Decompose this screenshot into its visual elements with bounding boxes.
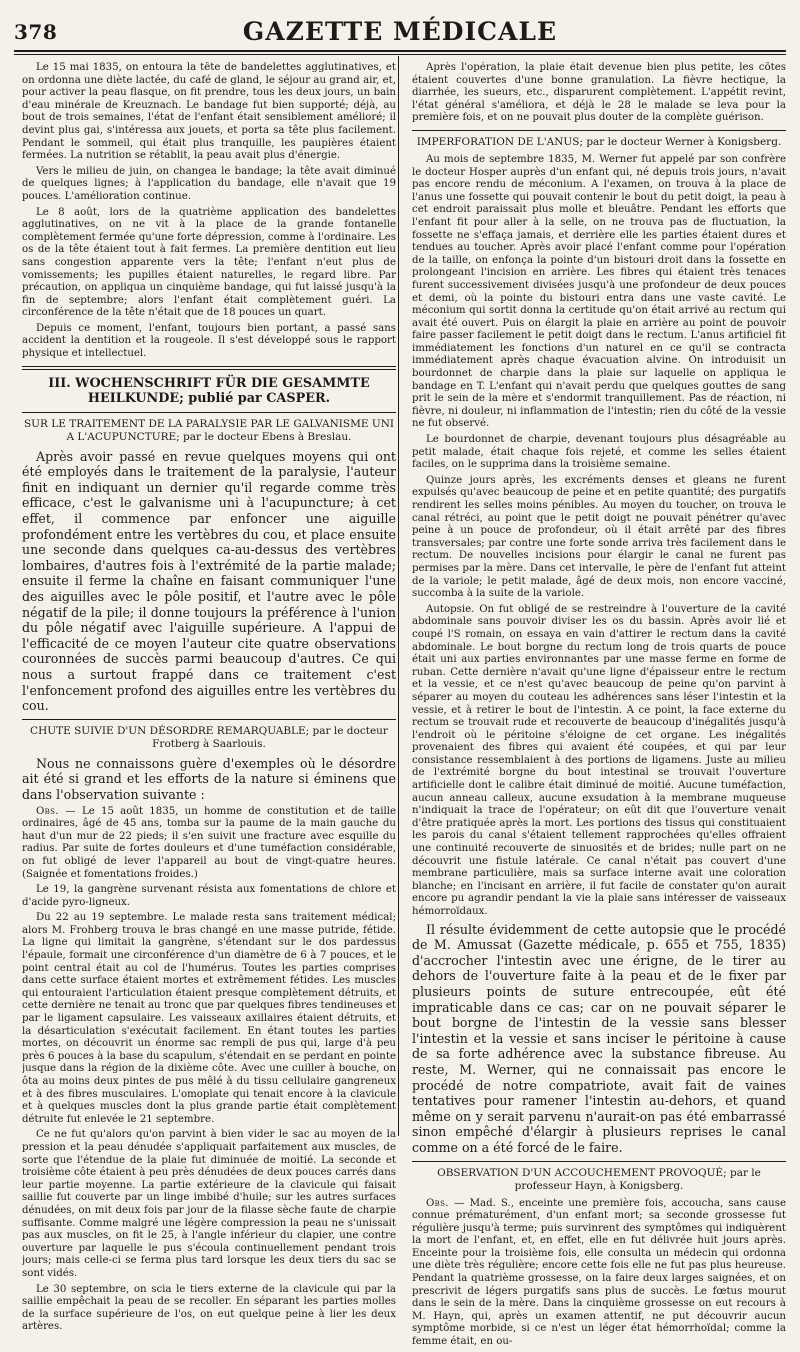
- paragraph: Vers le milieu de juin, on changea le bandage; la tête avait diminué de quelques lignes; à l'application du bandage, elle n'avait que 19 pouces. L'amélioration continue.: [22, 165, 396, 202]
- paragraph: Le 30 septembre, on scia le tiers externe de la clavicule qui par la saillie empêchait la peau de se recoller. En séparant les parties molles de la surface supérieure de l'os, on eut quelque peine à lier les deux artères.: [22, 1283, 396, 1333]
- observation-lead: Obs. —: [36, 805, 76, 817]
- column-divider: [398, 56, 399, 1136]
- observation-text: Le 15 août 1835, un homme de constitution et de taille ordinaires, âgé de 45 ans, tomba sur la paume de la main gauche du haut d'un mur de 22 pieds; il s'en suivit une fracture avec esquille du radius. Par suite de fortes douleurs et d'une tuméfaction considérable, on fut obligé de lever l'appareil au bout de vingt-quatre heures. (Saignée et fomentations froides.): [22, 805, 396, 880]
- observation-paragraph: [22, 806, 396, 882]
- paragraph: Le bourdonnet de charpie, devenant toujours plus désagréable au petit malade, était chaque fois rejeté, et comme les selles étaient faciles, on le supprima dans la troisième semaine.: [412, 434, 786, 471]
- header-rule-thin: [14, 54, 786, 55]
- paragraph: Au mois de septembre 1835, M. Werner fut appelé par son confrère le docteur Hosper auprès d'un enfant qui, né depuis trois jours, n'avait pas encore rendu de méconium. A l'examen, on trouva à la place de l'anus une fossette qui pouvait contenir le bout du petit doigt, la peau à cet endroit paraissait plus molle et bleuâtre. Pendant les efforts que l'enfant fit pour aller à la selle, on ne trouva pas de fluctuation, la fossette ne s'effaça jamais, et derrière elle les parties étaient dures et tendues au toucher. Après avoir placé l'enfant comme pour l'opération de la taille, on enfonça la pointe d'un bistouri droit dans la fossette en prolongeant l'incision en arrière. Les fibres qui étaient très tenaces furent successivement divisées jusqu'à une profondeur de deux pouces et demi, où la pointe du bistouri entra dans une vaste cavité. Le méconium qui sortit donna la certitude qu'on était arrivé au rectum qui avait été ouvert. Puis on élargit la plaie en arrière au point de pouvoir faire passer facilement le petit doigt dans le rectum. L'anus artificiel fit immédiatement les fonctions d'un naturel en ce qu'il se contracta immédiatement après chaque évacuation alvine. On introduisit un bourdonnet de charpie dans la plaie sur laquelle on appliqua le bandage en T. L'enfant qui n'avait perdu que quelques gouttes de sang prit le sein de la mère et s'endormit tranquillement. Pas de réaction, ni fièvre, ni douleur, ni inflammation de l'intestin; rien du côté de la vessie ne fut observé.: [412, 153, 786, 430]
- paragraph: Ce ne fut qu'alors qu'on parvint à bien vider le sac au moyen de la pression et la peau dénudée s'appliquait parfaitement aux muscles, de sorte que l'étendue de la plaie fut diminuée de moitié. La seconde et troisième côte étaient à peu près dénudées de deux pouces carrés dans leur partie moyenne. La partie extérieure de la clavicule qui faisait saillie fut couverte par un linge imbibé d'huile; sur les autres surfaces dénudées, on mit deux fois par jour de la filasse sèche faute de charpie suffisante. Comme malgré une légère compression la peau ne s'unissait pas aux muscles, on fit le 25, à l'angle inférieur du clapier, une contre ouverture par laquelle le pus s'écoula continuellement pendant trois jours; mais celle-ci se ferma plus tard lorsque les deux tiers du sac se sont vidés.: [22, 1129, 396, 1279]
- journal-title: GAZETTE MÉDICALE: [242, 17, 558, 46]
- paragraph: Le 19, la gangrène survenant résista aux fomentations de chlore et d'acide pyro-ligneux.: [22, 884, 396, 908]
- right-column: [412, 62, 786, 1352]
- paragraph: Du 22 au 19 septembre. Le malade resta sans traitement médical; alors M. Frohberg trouva le bras changé en une masse putride, fétide. La ligne qui limitait la gangrène, s'étendant sur le dos pardessus l'épaule, formait une circonférence d'un diamètre de 6 à 7 pouces, et le point central était au col de l'humérus. Toutes les parties comprises dans cette surface étaient mortes et extrêmement fétides. Les muscles qui entouraient l'articulation étaient presque complètement détruits, et cette dernière ne tenait au tronc que par quelques fibres tendineuses et par le ligament capsulaire. Les vaisseaux axillaires étaient détruits, et la désarticulation s'exécutait facilement. En étant toutes les parties mortes, on découvrit un énorme sac rempli de pus qui, large d'à peu près 6 pouces à la base du scapulum, s'étendait en se perdant en pointe jusque dans la région de la dixième côte. Avec une cuiller à bouche, on ôta au moins deux pintes de pus mêlé à du tissu cellulaire gangreneux et à des fibres musculaires. L'omoplate qui tenait encore à la clavicule et à quelques muscles dont la plus grande partie était complètement détruite fut enlevée le 21 septembre.: [22, 912, 396, 1125]
- divider: [412, 130, 786, 131]
- article-title: CHUTE SUIVIE D'UN DÉSORDRE REMARQUABLE; par le docteur Frotberg à Saarlouis.: [30, 724, 388, 750]
- left-column: [22, 62, 396, 1337]
- observation-text: Mad. S., enceinte une première fois, accoucha, sans cause connue prématurément, d'un enfant mort; sa seconde grossesse fut régulière jusqu'à terme; puis survinrent des symptômes qui indiquèrent la mort de l'enfant, et, en effet, elle en fut délivrée huit jours après. Enceinte pour la troisième fois, elle consulta un médecin qui ordonna une diète très régulière; encore cette fois elle ne fut pas plus heureuse. Pendant la quatrième grossesse, on la faire deux larges saignées, et on prescrivit de légers purgatifs sans plus de succès. Le fœtus mourut dans le sein de la mère. Dans la cinquième grossesse on eut recours à M. Hayn, qui, après un examen attentif, ne put découvrir aucun symptôme morbide, si ce n'est un léger état hémorrhoïdal; comme la femme était, en ou-: [412, 1197, 786, 1348]
- conclusion-paragraph: Il résulte évidemment de cette autopsie que le procédé de M. Amussat (Gazette médicale, p. 655 et 755, 1835) d'accrocher l'intestin avec une érigne, de le tirer au dehors de l'ouverture faite à la peau et de le fixer par plusieurs points de suture entrecoupée, eût été impraticable dans ce cas; car on ne pouvait séparer le bout borgne de l'intestin de la vessie sans blesser l'intestin et la vessie et sans inciser le péritoine à cause de sa forte adhérence avec la substance fibreuse. Au reste, M. Werner, qui ne connaissait pas encore le procédé de notre compatriote, avait fait de vaines tentatives pour ramener l'intestin au-dehors, et quand même on y serait parvenu n'aurait-on pas été embarrassé sinon empêché d'élargir à plusieurs reprises le canal comme on a été forcé de le faire.: [412, 921, 786, 1155]
- divider: [412, 1161, 786, 1162]
- paragraph: Depuis ce moment, l'enfant, toujours bien portant, a passé sans accident la dentition et la rougeole. Il s'est développé sous le rapport physique et intellectuel.: [22, 322, 396, 360]
- divider: [22, 412, 396, 413]
- header-rule-thick: [14, 50, 786, 52]
- divider: [22, 719, 396, 720]
- paragraph: Le 8 août, lors de la quatrième application des bandelettes agglutinatives, on ne vit à la place de la grande fontanelle complètement fermée qu'une forte dépression, comme à l'ordinaire. Les os de la tête étaient tout à fait fermes. La première dentition eut lieu sans congestion apparente vers la tête; l'enfant n'eut plus de vomissements; les pupilles étaient naturelles, le regard libre. Par précaution, on appliqua un cinquième bandage, qui fut laissé jusqu'à la fin de septembre; alors l'enfant était complètement guéri. La circonférence de la tête n'était que de 18 pouces un quart.: [22, 206, 396, 319]
- paragraph: Le 15 mai 1835, on entoura la tête de bandelettes agglutinatives, et on ordonna une diète lactée, du café de gland, le séjour au grand air, et, pour activer la peau flasque, on fit prendre, tous les deux jours, un bain d'eau minérale de Kreuznach. Le bandage fut bien supporté; déjà, au bout de trois semaines, l'état de l'enfant était sensiblement amélioré; il devint plus gai, s'intéressa aux jouets, et porta sa tête plus facilement. Pendant le sommeil, qui était plus tranquille, les paupières étaient fermées. La nutrition se rétablit, la peau avait plus d'énergie.: [22, 62, 396, 162]
- article-title: IMPERFORATION DE L'ANUS; par le docteur Werner à Konigsberg.: [416, 135, 782, 148]
- observation-paragraph: [412, 1198, 786, 1349]
- paragraph: Autopsie. On fut obligé de se restreindre à l'ouverture de la cavité abdominale sans pouvoir diviser les os du bassin. Après avoir lié et coupé l'S romain, on essaya en vain d'attirer le rectum dans la cavité abdominale. Le bout borgne du rectum long de trois quarts de pouce était uni aux parties environnantes par une masse ferme en forme de ruban. Cette dernière n'avait qu'une ligne d'épaisseur entre le rectum et la vessie, et ce n'est qu'avec beaucoup de peine qu'on parvint à séparer au moyen du couteau les adhérences sans léser l'intestin et la vessie, et à retirer le bout de l'intestin. A ce point, la face externe du rectum se trouvait rude et recouverte de beaucoup d'inégalités jusqu'à l'endroit où le péritoine s'éloigne de cet organe. Les inégalités provenaient des fibres qui avaient été coupées, et qui par leur consistance ressemblaient à des portions de ligamens. Juste au milieu de l'extrémité borgne du bout intestinal se trouvait l'ouverture artificielle dont le calibre était diminué de moitié. Aucune tuméfaction, aucun anneau calleux, aucune exsudation à la membrane muqueuse n'indiquait la trace de l'opérateur; on eût dit que l'ouverture venait d'être pratiquée après la mort. Les portions des tissus qui constituaient les parois du canal s'étaient tellement rapprochées qu'elles offraient une continuité recouverte de sinuosités et de brides; nulle part on ne découvrit une fistule latérale. Ce canal n'était pas couvert d'une membrane particulière, mais sa surface interne avait une coloration blanche; en l'incisant en arrière, il fut facile de constater qu'on aurait encore pu agrandir pendant la vie la plaie sans intéresser de vaisseaux hémorroïdaux.: [412, 603, 786, 917]
- article-title: OBSERVATION D'UN ACCOUCHEMENT PROVOQUÉ; par le professeur Hayn, à Konigsberg.: [437, 1166, 761, 1192]
- section-divider: [22, 366, 396, 370]
- paragraph: Après l'opération, la plaie était devenue bien plus petite, les côtes étaient couvertes d'une bonne granulation. La fièvre hectique, la diarrhée, les sueurs, etc., disparurent complètement. L'appétit revint, l'état général s'améliora, et déjà le 28 le malade se leva pour la première fois, et on ne pouvait plus douter de la complète guérison.: [412, 62, 786, 124]
- observation-lead: Obs. —: [426, 1197, 465, 1209]
- page-number: 378: [14, 20, 58, 44]
- section-heading: III. WOCHENSCHRIFT FÜR DIE GESAMMTE HEILKUNDE; publié par CASPER.: [48, 375, 370, 406]
- article-text: Après avoir passé en revue quelques moyens qui ont été employés dans le traitement de la paralysie, l'auteur finit en indiquant un dernier qu'il regarde comme très efficace, c'est le galvanisme uni à l'acupuncture; à cet effet, il commence par enfoncer une aiguille profondément entre les vertèbres du cou, et place ensuite une seconde dans quelques ca-au-dessus des vertèbres lombaires, d'autres fois à l'extrémité de la partie malade; ensuite il ferme la chaîne en faisant communiquer l'une des aiguilles avec le pôle positif, et l'autre avec le pôle négatif de la pile; il donne toujours la préférence à l'union du pôle négatif avec l'aiguille supérieure. A l'appui de l'efficacité de ce moyen l'auteur cite quatre observations couronnées de succès parmi beaucoup d'autres. Ce qui nous a surtout frappé dans ce traitement c'est l'enfoncement profond des aiguilles entre les vertèbres du cou.: [22, 448, 396, 714]
- paragraph: Quinze jours après, les excréments denses et gleans ne furent expulsés qu'avec beaucoup de peine et en petite quantité; des purgatifs rendirent les selles moins pénibles. Au moyen du toucher, on trouva le canal rétréci, au point que le petit doigt ne pouvait pénétrer qu'avec peine à un pouce de profondeur, où il était arrêté par des fibres transversales; par contre une forte sonde arriva très facilement dans le rectum. De nouvelles incisions pour élargir le canal ne furent pas permises par la mère. Dans cet intervalle, le père de l'enfant fut atteint de la variole; le petit malade, âgé de deux mois, non encore vacciné, succomba à la suite de la variole.: [412, 474, 786, 600]
- article-title: SUR LE TRAITEMENT DE LA PARALYSIE PAR LE GALVANISME UNI A L'ACUPUNCTURE; par le docteur Ebens à Breslau.: [23, 417, 395, 443]
- article-intro: Nous ne connaissons guère d'exemples où le désordre ait été si grand et les efforts de la nature si éminens que dans l'observation suivante :: [22, 755, 396, 802]
- page-header: [14, 14, 786, 48]
